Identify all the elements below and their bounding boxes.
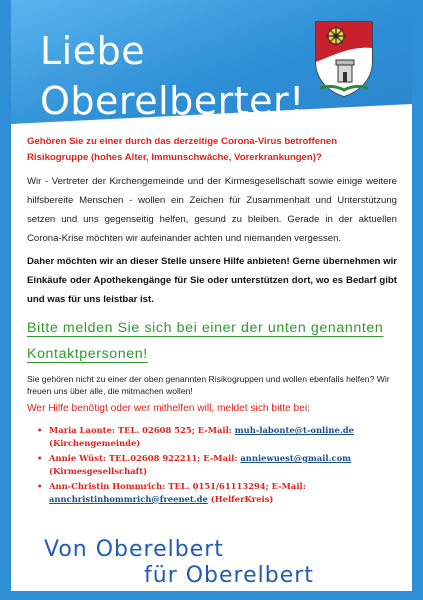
bullet-icon: • [37,453,43,463]
list-item: • Maria Laonte: TEL. 02608 525; E-Mail: muh-labonte@t-online.de (Kirchengemeinde) [37,425,354,448]
main-content [27,134,397,508]
help-line: Wer Hilfe benötigt oder wer mithelfen will, meldet sich bitte bei: [27,403,310,414]
list-item: • Ann-Christin Hommrich: TEL. 0151/61113294; E-Mail: annchristinhommrich@freenet.de (HelferKreis) [37,481,306,504]
frame-right [412,0,423,600]
bullet-icon: • [37,425,43,435]
title-line-1: Liebe [40,29,146,73]
contact-list [27,424,397,505]
volunteer-text: Sie gehören nicht zu einer der oben genannten Risikogruppen und wollen ebenfalls helfen? Wir freuen uns über alle, die mitmachen wollen! [27,374,390,396]
slogan-line-1: Von Oberelbert [44,537,224,562]
frame-bottom [0,591,423,600]
slogan [44,538,314,588]
bullet-icon: • [37,481,43,491]
page-title [40,26,330,126]
email-link[interactable]: annchristinhommrich@freenet.de [49,493,208,504]
email-link[interactable]: muh-labonte@t-online.de [234,425,354,435]
email-link[interactable]: anniewuest@gmail.com [240,453,352,463]
risk-group-question: Gehören Sie zu einer durch das derzeitige Corona-Virus betroffenen Risikogruppe (hohes Alter, Immunschwäche, Vorerkrankungen)? [27,136,338,163]
intro-paragraph: Wir - Vertreter der Kirchengemeinde und der Kirmesgesellschaft sowie einige weitere hilfsbereite Menschen - wollen ein Zeichen für Zusammenhalt und Unterstützung setzen und uns gegenseitig helfen, gesund zu bleiben. Gerade in der aktuellen Corona-Krise möchten wir aufeinander achten und niemanden vergessen. [27,176,397,244]
title-line-2: Oberelberter! [40,79,305,123]
list-item: • Annie Wüst: TEL.02608 922211; E-Mail: anniewuest@gmail.com (Kirmesgesellschaft) [37,453,352,476]
frame-left [0,0,11,600]
offer-paragraph: Daher möchten wir an dieser Stelle unsere Hilfe anbieten! Gerne übernehmen wir Einkäufe oder Apothekengänge für Sie oder unterstützen dort, wo es Bedarf gibt und was für uns leistbar ist. [27,256,397,305]
contact-heading: Bitte melden Sie sich bei einer der unten genannten Kontaktpersonen! [27,320,384,362]
slogan-line-2: für Oberelbert [144,563,314,588]
coat-of-arms-icon [312,18,376,98]
